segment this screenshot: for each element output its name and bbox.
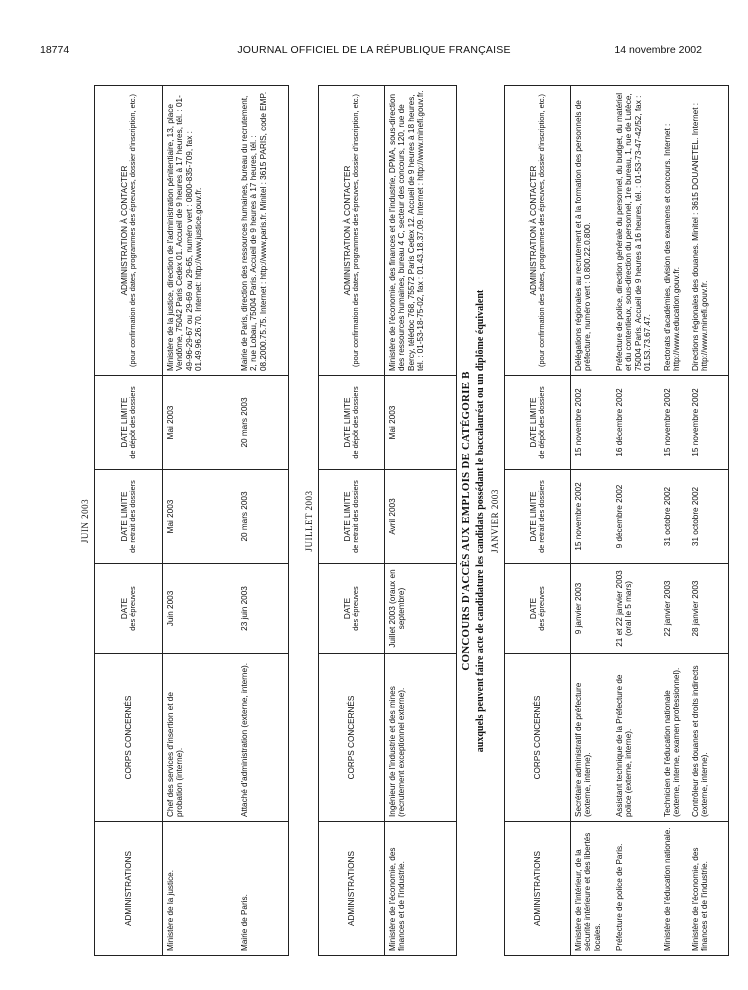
col-header-depot: DATE LIMITE de dépôt des dossiers bbox=[95, 376, 163, 470]
cell-admin: Ministère de l'intérieur, de la sécurité intérieure et des libertés locales. Préfecture de police de Paris. Ministère de l'éducation nationale. Ministère de l'économie, des finances et de l'industrie. bbox=[571, 822, 729, 956]
table-janvier bbox=[504, 85, 729, 956]
table-row bbox=[571, 86, 729, 956]
cell-depot: Mai 2003 20 mars 2003 bbox=[163, 376, 289, 470]
table-juin bbox=[94, 85, 289, 956]
col-header-depot: DATE LIMITE de dépôt des dossiers bbox=[505, 376, 571, 470]
col-header-corps: CORPS CONCERNÉS bbox=[505, 654, 571, 822]
cell-depot: Mai 2003 bbox=[385, 376, 457, 470]
section-title: CONCOURS D'ACCÈS AUX EMPLOIS DE CATÉGORIE B bbox=[460, 371, 472, 671]
col-header-administrations: ADMINISTRATIONS bbox=[95, 822, 163, 956]
cell-admin: Ministère de l'économie, des finances et de l'industrie. bbox=[385, 822, 457, 956]
page-number: 18774 bbox=[40, 44, 70, 56]
cell-contact: Ministère de l'économie, des finances et de l'industrie, DPMA, sous-direction des ressources humaines, bureau 4 C, secteur des concours, 120, rue de Bercy, télédoc 768, 75572 Paris Cedex 12. Accueil de 9 heures à 18 heures, tél. : 01-53-18-75-02, fax : 01.43.18.37.09. Internet : http://www.minefi.gouv.fr. bbox=[385, 86, 457, 376]
cell-date: 9 janvier 2003 21 et 22 janvier 2003 (oral le 5 mars) 22 janvier 2003 28 janvier 2003 bbox=[571, 564, 729, 654]
month-heading-janvier: JANVIER 2003 bbox=[490, 489, 500, 553]
cell-corps: Chef des services d'insertion et de probation (interne). Attaché d'administration (externe, interne). bbox=[163, 654, 289, 822]
month-heading-juin: JUIN 2003 bbox=[80, 498, 90, 544]
journal-title: JOURNAL OFFICIEL DE LA RÉPUBLIQUE FRANÇAISE bbox=[237, 44, 511, 56]
col-header-administrations: ADMINISTRATIONS bbox=[319, 822, 385, 956]
cell-corps: Secrétaire administratif de préfecture (externe, interne). Assistant technique de la Préfecture de police (externe, interne). Technicien de l'éducation nationale (externe, interne, examen professionnel). Contrôleur des douanes et droits indirects (externe, interne). bbox=[571, 654, 729, 822]
cell-contact: Délégations régionales au recrutement et à la formation des personnels de préfecture, numéro vert : 0.800.22.0.800. Préfecture de police, direction générale du personnel, du budget, du matériel et du contentieux, sous-direction du personnel, 1re bureau, 1, rue de Lutèce, 75004 Paris. Accueil de 9 heures à 16 heures, tél. : 01-53-73-47-42/52, fax : 01.53.73.67.47. Rectorats d'académies, division des examens et concours. Internet : http://www.education.gouv.fr. Directions régionales des douanes. Minitel : 3615 DOUANETEL. Internet : http://www.minefi.gouv.fr. bbox=[571, 86, 729, 376]
col-header-date: DATE des épreuves bbox=[505, 564, 571, 654]
cell-corps: Ingénieur de l'industrie et des mines (recrutement exceptionnel externe). bbox=[385, 654, 457, 822]
cell-date: Juillet 2003 (oraux en septembre) bbox=[385, 564, 457, 654]
col-header-date: DATE des épreuves bbox=[95, 564, 163, 654]
col-header-depot: DATE LIMITE de dépôt des dossiers bbox=[319, 376, 385, 470]
table-row bbox=[163, 86, 289, 956]
table-row bbox=[385, 86, 457, 956]
cell-date: Juin 2003 23 juin 2003 bbox=[163, 564, 289, 654]
col-header-administrations: ADMINISTRATIONS bbox=[505, 822, 571, 956]
col-header-contact: ADMINISTRATION À CONTACTER (pour confirmation des dates, programmes des épreuves, dossier d'inscription, etc.) bbox=[319, 86, 385, 376]
col-header-retrait: DATE LIMITE de retrait des dossiers bbox=[505, 470, 571, 564]
page-header bbox=[0, 44, 748, 58]
cell-admin: Ministère de la justice. Mairie de Paris. bbox=[163, 822, 289, 956]
rotated-content bbox=[80, 86, 733, 956]
cell-contact: Ministère de la justice, direction de l'administration pénitentiaire, 13, place Vendôme, 75042 Paris Cedex 01. Accueil de 9 heures à 17 heures, tél. : 01-49-96-29-67 ou 29-69 ou 29-65, numéro vert : 0800-835-709, fax : 01.49.96.26.70. Internet: http://www.justice.gouv.fr. Mairie de Paris, direction des ressources humaines, bureau du recrutement, 2, rue Lobau, 75004 Paris. Accueil de 9 heures à 17 heures, tél. : 08.2000.75.75. Internet : http://www.paris.fr. Minitel : 3615 PARIS, code EMP. bbox=[163, 86, 289, 376]
col-header-retrait: DATE LIMITE de retrait des dossiers bbox=[319, 470, 385, 564]
col-header-date: DATE des épreuves bbox=[319, 564, 385, 654]
col-header-corps: CORPS CONCERNÉS bbox=[319, 654, 385, 822]
month-heading-juillet: JUILLET 2003 bbox=[304, 490, 314, 552]
col-header-contact: ADMINISTRATION À CONTACTER (pour confirmation des dates, programmes des épreuves, dossier d'inscription, etc.) bbox=[95, 86, 163, 376]
issue-date: 14 novembre 2002 bbox=[614, 44, 702, 56]
cell-depot: 15 novembre 2002 16 décembre 2002 15 novembre 2002 15 novembre 2002 bbox=[571, 376, 729, 470]
col-header-corps: CORPS CONCERNÉS bbox=[95, 654, 163, 822]
cell-retrait: 15 novembre 2002 9 décembre 2002 31 octobre 2002 31 octobre 2002 bbox=[571, 470, 729, 564]
col-header-contact: ADMINISTRATION À CONTACTER (pour confirmation des dates, programmes des épreuves, dossier d'inscription, etc.) bbox=[505, 86, 571, 376]
cell-retrait: Mai 2003 20 mars 2003 bbox=[163, 470, 289, 564]
col-header-retrait: DATE LIMITE de retrait des dossiers bbox=[95, 470, 163, 564]
cell-retrait: Avril 2003 bbox=[385, 470, 457, 564]
section-subtitle: auxquels peuvent faire acte de candidature les candidats possédant le baccalauréat ou un diplôme équivalent bbox=[475, 289, 486, 753]
table-juillet bbox=[318, 85, 457, 956]
